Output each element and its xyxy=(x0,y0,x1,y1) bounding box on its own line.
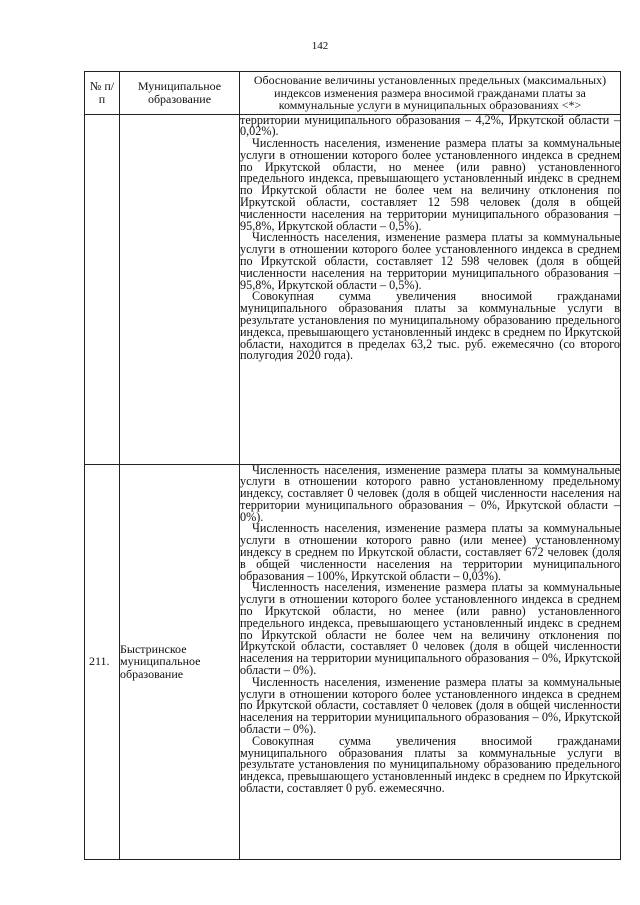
table-row xyxy=(85,114,621,464)
header-municipality: Муниципальное образование xyxy=(120,72,240,115)
table-row xyxy=(85,464,621,859)
header-justification: Обоснование величины установленных предельных (максимальных) индексов изменения размера вносимой гражданами платы за коммунальные услуги в муниципальных образованиях <*> xyxy=(240,72,621,115)
paragraph: Совокупная сумма увеличения вносимой гражданами муниципального образования платы за коммунальные услуги в результате установления по муниципальному образованию предельного индекса, превышающего установленный индекс в среднем по Иркутской области, составляет 0 руб. ежемесячно. xyxy=(240,733,620,796)
table-header-row xyxy=(85,72,621,115)
row-number xyxy=(85,114,120,464)
paragraph: Численность населения, изменение размера платы за коммунальные услуги в отношении которого более установленного индекса в среднем по Иркутской области, составляет 12 598 человек (доля в общей численности населения на территории муниципального образования – 95,8%, Иркутской области – 0,5%). xyxy=(240,230,620,292)
page-number: 142 xyxy=(311,40,329,52)
row-number: 211. xyxy=(85,464,120,859)
paragraph: Численность населения, изменение размера платы за коммунальные услуги в отношении которого более установленного индекса в среднем по Иркутской области, составляет 0 человек (доля в общей численности населения на территории муниципального образования – 0%, Иркутской области – 0%). xyxy=(240,674,620,737)
header-num: № п/п xyxy=(85,72,120,115)
justification-text xyxy=(240,114,621,464)
municipality-name xyxy=(120,114,240,464)
paragraph: Численность населения, изменение размера платы за коммунальные услуги в отношении которого равно установленному предельному индексу, составляет 0 человек (доля в общей численности населения на территории муниципального образования – 0%, Иркутской области – 0%). xyxy=(240,462,620,524)
paragraph: территории муниципального образования – 4,2%, Иркутской области – 0,02%). xyxy=(240,112,620,139)
paragraph: Численность населения, изменение размера платы за коммунальные услуги в отношении которого более установленного индекса в среднем по Иркутской области, но менее (или равно) установленного предельного индекса, превышающего установленный индекс в среднем по Иркутской области не более чем на величину отклонения по Иркутской области, составляет 0 человек (доля в общей численности населения на территории муниципального образования – 0%, Иркутской области – 0%). xyxy=(240,580,620,678)
paragraph: Численность населения, изменение размера платы за коммунальные услуги в отношении которого равно (или менее) установленному индексу в среднем по Иркутской области, составляет 672 человек (доля в общей численности населения на территории муниципального образования – 100%, Иркутской области – 0,03%). xyxy=(240,521,620,583)
paragraph: Совокупная сумма увеличения вносимой гражданами муниципального образования платы за коммунальные услуги в результате установления по муниципальному образованию предельного индекса, превышающего установленный индекс в среднем по Иркутской области, находится в пределах 63,2 тыс. руб. ежемесячно (со второго полугодия 2020 года). xyxy=(240,289,620,363)
paragraph: Численность населения, изменение размера платы за коммунальные услуги в отношении которого более установленного индекса в среднем по Иркутской области, но менее (или равно) установленного предельного индекса, превышающего установленный индекс в среднем по Иркутской области не более чем на величину отклонения по Иркутской области, составляет 12 598 человек (доля в общей численности населения на территории муниципального образования – 95,8%, Иркутской области – 0,5%). xyxy=(240,136,620,233)
municipality-name: Быстринское муниципальное образование xyxy=(120,464,240,859)
justification-text xyxy=(240,464,621,859)
indices-table xyxy=(84,71,621,860)
